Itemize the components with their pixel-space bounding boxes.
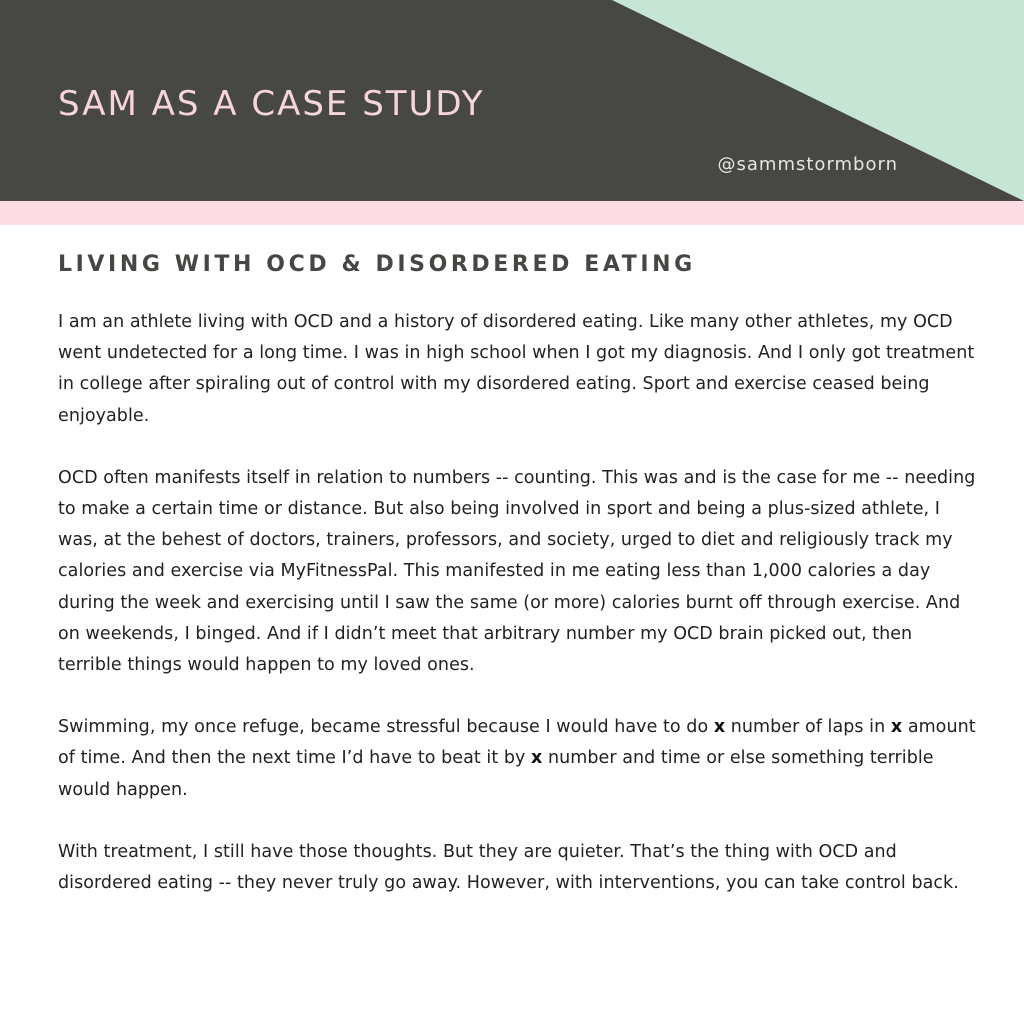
paragraph-1: I am an athlete living with OCD and a history of disordered eating. Like many other athletes, my OCD went undetected for a long time. I was in high school when I got my diagnosis. And I only got treatment in college after spiraling out of control with my disordered eating. Sport and exercise ceased being enjoyable. <box>58 312 975 426</box>
paragraph-3-text-1: Swimming, my once refuge, became stressful because I would have to do <box>58 717 714 738</box>
article-body <box>58 250 978 930</box>
page-title: SAM AS A CASE STUDY <box>58 84 485 124</box>
paragraph-3-text-4: number and time or else something terrible would happen. <box>58 748 934 800</box>
pink-divider-band <box>0 201 1024 225</box>
emphasis-x-3: x <box>531 748 543 769</box>
paragraph-3-text-2: number of laps in <box>725 717 891 738</box>
emphasis-x-2: x <box>890 717 903 738</box>
section-heading: LIVING WITH OCD & DISORDERED EATING <box>58 252 696 277</box>
paragraph-2: OCD often manifests itself in relation to numbers -- counting. This was and is the case for me -- needing to make a certain time or distance. But also being involved in sport and being a plus-sized athlete, I was, at the behest of doctors, trainers, professors, and society, urged to diet and religiously track my calories and exercise via MyFitnessPal. This manifested in me eating less than 1,000 calories a day during the week and exercising until I saw the same (or more) calories burnt off through exercise. And on weekends, I binged. And if I didn’t meet that arbitrary number my OCD brain picked out, then terrible things would happen to my loved ones. <box>58 467 976 676</box>
header-banner <box>0 0 1024 201</box>
paragraph-3-text-3: amount of time. And then the next time I’d have to beat it by <box>58 717 976 769</box>
paragraph-3 <box>58 712 978 806</box>
emphasis-x-1: x <box>713 717 726 738</box>
author-handle: @sammstormborn <box>717 154 898 175</box>
paragraph-4: With treatment, I still have those thoughts. But they are quieter. That’s the thing with OCD and disordered eating -- they never truly go away. However, with interventions, you can take control back. <box>58 841 959 894</box>
